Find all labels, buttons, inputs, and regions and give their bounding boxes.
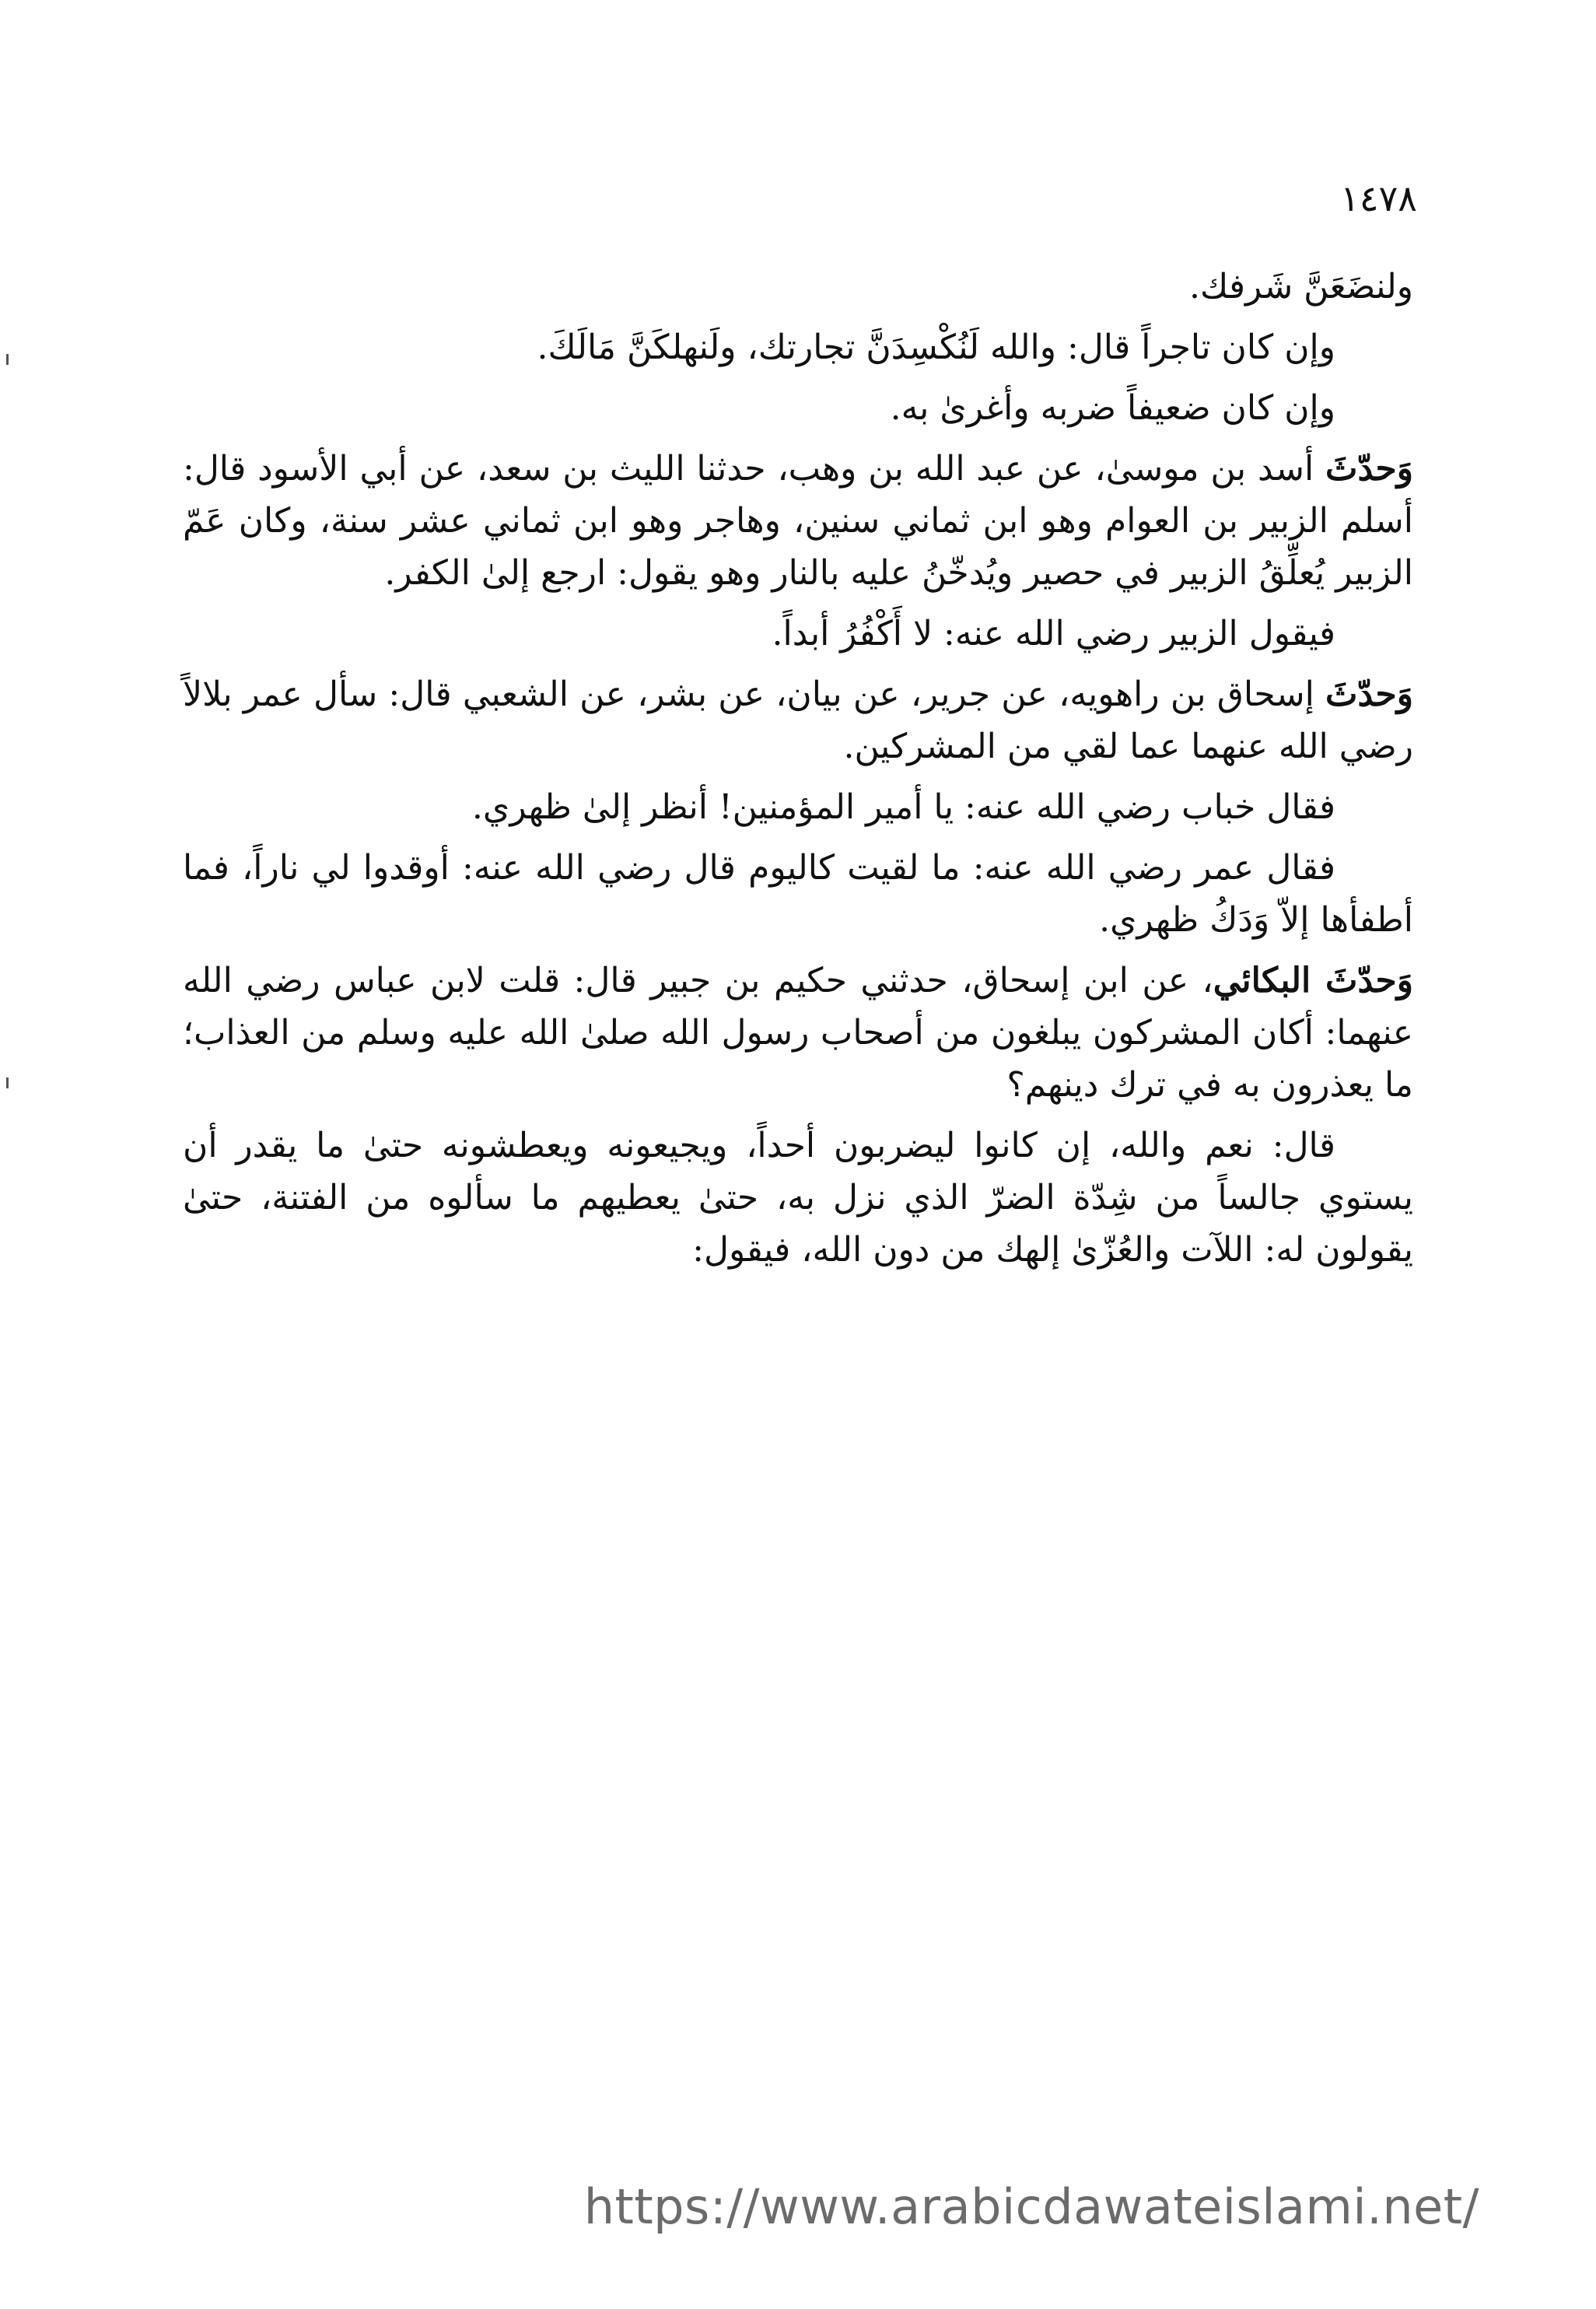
paragraph-text: فقال عمر رضي الله عنه: ما لقيت كاليوم قال رضي الله عنه: أوقدوا لي ناراً، فما أطفأها إلاّ وَدَكُ ظهري. (183, 848, 1413, 940)
paragraph (183, 608, 1413, 660)
paragraph-lead: وَحدّثَ (1325, 449, 1413, 489)
paragraph-text: فقال خباب رضي الله عنه: يا أمير المؤمنين! أنظر إلىٰ ظهري. (471, 787, 1335, 827)
paragraph (183, 321, 1413, 373)
paragraph-text: ، عن ابن إسحاق، حدثني حكيم بن جبير قال: قلت لابن عباس رضي الله عنهما: أكان المشركون يبلغون من أصحاب رسول الله صلىٰ الله عليه وسلم من العذاب؛ ما يعذرون به في ترك دينهم؟ (183, 961, 1413, 1105)
page-number: ١٤٧٨ (1340, 177, 1417, 219)
scan-edge-mark (6, 354, 9, 365)
paragraph (183, 261, 1413, 313)
paragraph-text: قال: نعم والله، إن كانوا ليضربون أحداً، ويجيعونه ويعطشونه حتىٰ ما يقدر أن يستوي جالساً من شِدّة الضرّ الذي نزل به، حتىٰ يعطيهم ما سألوه من الفتنة، حتىٰ يقولون له: اللآت والعُزّىٰ إلهك من دون الله، فيقول: (183, 1126, 1413, 1270)
body-text (183, 261, 1413, 1284)
paragraph (183, 443, 1413, 599)
paragraph-text: إسحاق بن راهويه، عن جرير، عن بيان، عن بشر، عن الشعبي قال: سأل عمر بلالاً رضي الله عنهما عما لقي من المشركين. (183, 674, 1413, 766)
paragraph (183, 955, 1413, 1111)
paragraph-text: فيقول الزبير رضي الله عنه: لا أَكْفُرُ أبداً. (772, 614, 1335, 653)
paragraph-text: ولنضَعَنَّ شَرفك. (1188, 267, 1413, 307)
paragraph (183, 668, 1413, 773)
watermark-url: https://www.arabicdawateislami.net/ (583, 2178, 1479, 2235)
paragraph (183, 781, 1413, 833)
paragraph (183, 842, 1413, 946)
paragraph-text: أسد بن موسىٰ، عن عبد الله بن وهب، حدثنا الليث بن سعد، عن أبي الأسود قال: أسلم الزبير بن العوام وهو ابن ثماني سنين، وهاجر وهو ابن ثماني عشر سنة، وكان عَمّ الزبير يُعلِّقُ الزبير في حصير ويُدخّنُ عليه بالنار وهو يقول: ارجع إلىٰ الكفر. (183, 449, 1413, 593)
paragraph-lead: وَحدّثَ البكائي (1213, 961, 1413, 1000)
paragraph (183, 382, 1413, 434)
scan-edge-mark (6, 1077, 9, 1088)
paragraph (183, 1119, 1413, 1276)
paragraph-text: وإن كان ضعيفاً ضربه وأغرىٰ به. (890, 388, 1335, 428)
paragraph-lead: وَحدّثَ (1325, 674, 1413, 714)
paragraph-text: وإن كان تاجراً قال: والله لَنُكْسِدَنَّ تجارتك، ولَنهلكَنَّ مَالَكَ. (537, 328, 1335, 367)
